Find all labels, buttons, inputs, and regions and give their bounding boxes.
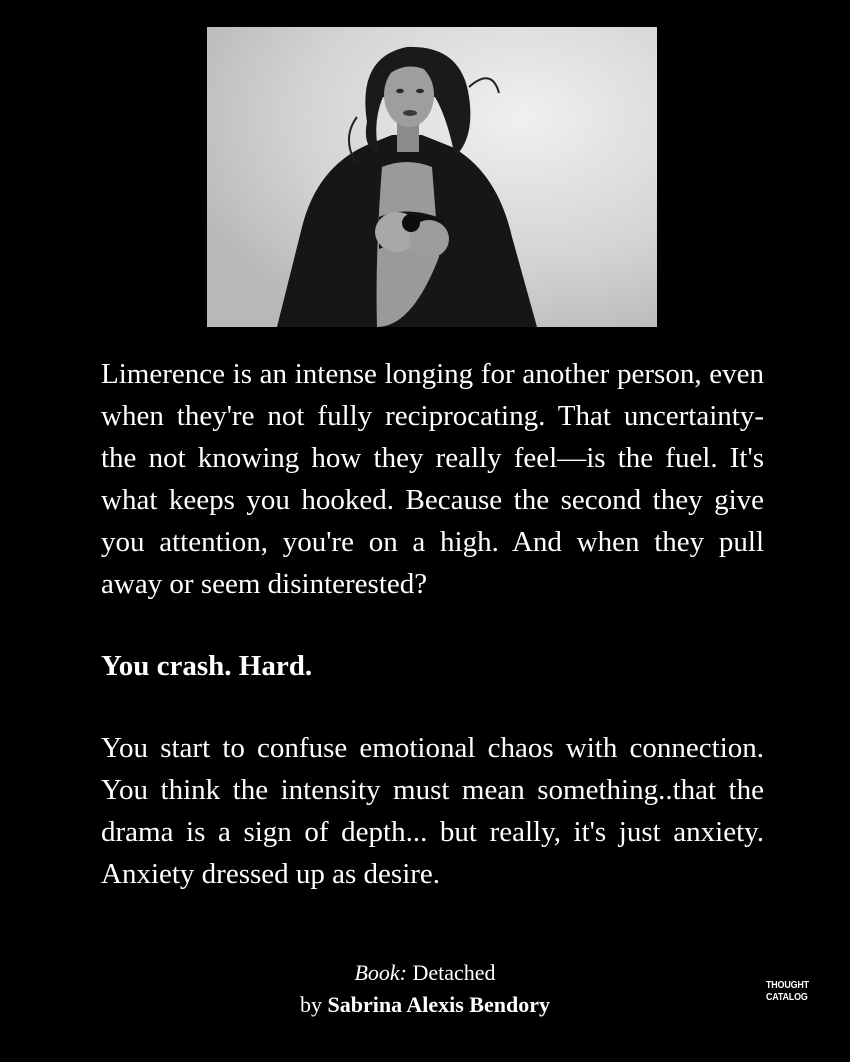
woman-portrait-photo (207, 27, 657, 327)
book-title: Detached (412, 960, 496, 985)
author-name: Sabrina Alexis Bendory (327, 992, 550, 1017)
book-label: Book: (354, 960, 407, 985)
logo-line-2: CATALOG (766, 991, 808, 1003)
quote-paragraph-1: Limerence is an intense longing for another person, even when they're not fully reciprocating. That uncertainty-the not knowing how they really feel—is the fuel. It's what keeps you hooked. Because the second they give you attention, you're on a high. And when they pull away or seem disinterested? (101, 358, 764, 600)
author-credit (0, 990, 850, 1020)
book-credit (0, 958, 850, 988)
woman-portrait-icon (207, 27, 657, 327)
quote-paragraph-3: You start to confuse emotional chaos with connection. You think the intensity must mean something..that the drama is a sign of depth... but really, it's just anxiety. Anxiety dressed up as desire. (101, 732, 764, 890)
quote-paragraph-2: You crash. Hard. (101, 650, 313, 682)
logo-line-1: THOUGHT (766, 979, 809, 991)
by-label: by (300, 992, 322, 1017)
thought-catalog-logo (766, 979, 809, 1003)
